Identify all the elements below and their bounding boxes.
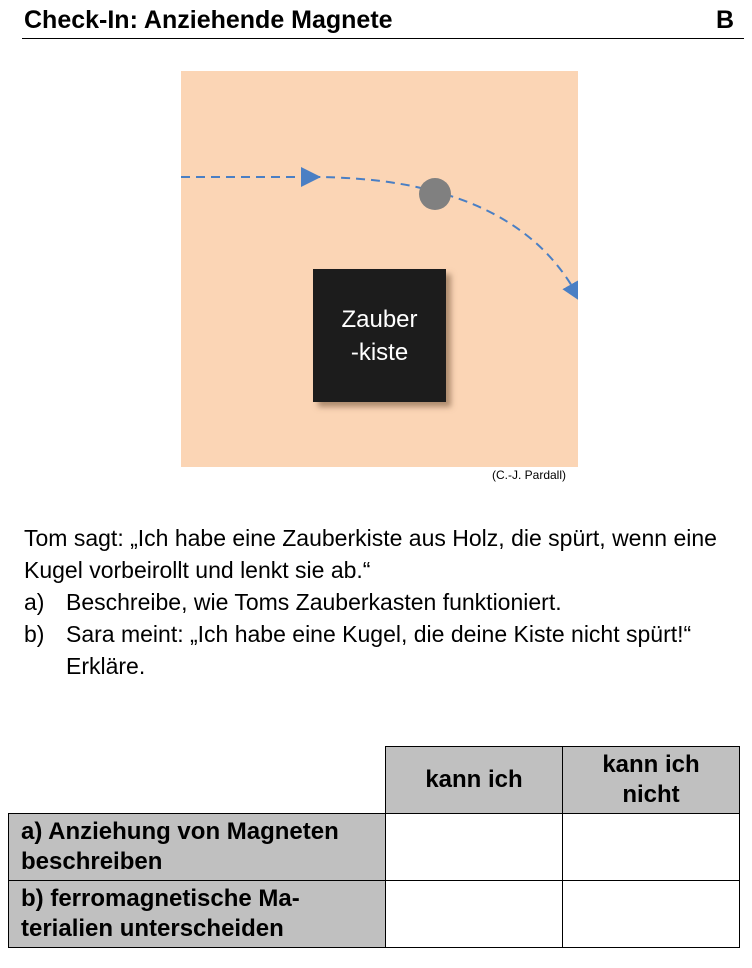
column-header: kann ich nicht: [563, 747, 740, 814]
task-intro: Tom sagt: „Ich habe eine Zauberkiste aus Holz, die spürt, wenn eine Kugel vorbeirollt und lenkt sie ab.“: [24, 525, 717, 583]
header-divider: [22, 38, 744, 39]
checkbox-cell[interactable]: [563, 881, 740, 948]
ball: [419, 178, 451, 210]
column-header: kann ich: [386, 747, 563, 814]
self-assessment-table: [8, 746, 740, 948]
magic-box-figure: [181, 71, 578, 467]
task-item-a: a) Beschreibe, wie Toms Zauberkasten funktioniert.: [24, 589, 562, 615]
box-label-line2: -kiste: [350, 339, 409, 366]
figure-credit: (C.-J. Pardall): [492, 468, 567, 482]
row-label: b) ferromagnetische Ma-terialien unterscheiden: [9, 881, 386, 948]
page-title: Check-In: Anziehende Magnete: [24, 6, 393, 34]
version-label: B: [715, 6, 734, 34]
checkbox-cell[interactable]: [386, 881, 563, 948]
row-label: a) Anziehung von Magneten beschreiben: [9, 814, 386, 881]
task-text: [24, 522, 744, 682]
checkbox-cell[interactable]: [386, 814, 563, 881]
task-item-b: b) Sara meint: „Ich habe eine Kugel, die deine Kiste nicht spürt!“ Erkläre.: [24, 621, 692, 679]
box-label-line1: Zauber: [341, 306, 418, 333]
checkbox-cell[interactable]: [563, 814, 740, 881]
